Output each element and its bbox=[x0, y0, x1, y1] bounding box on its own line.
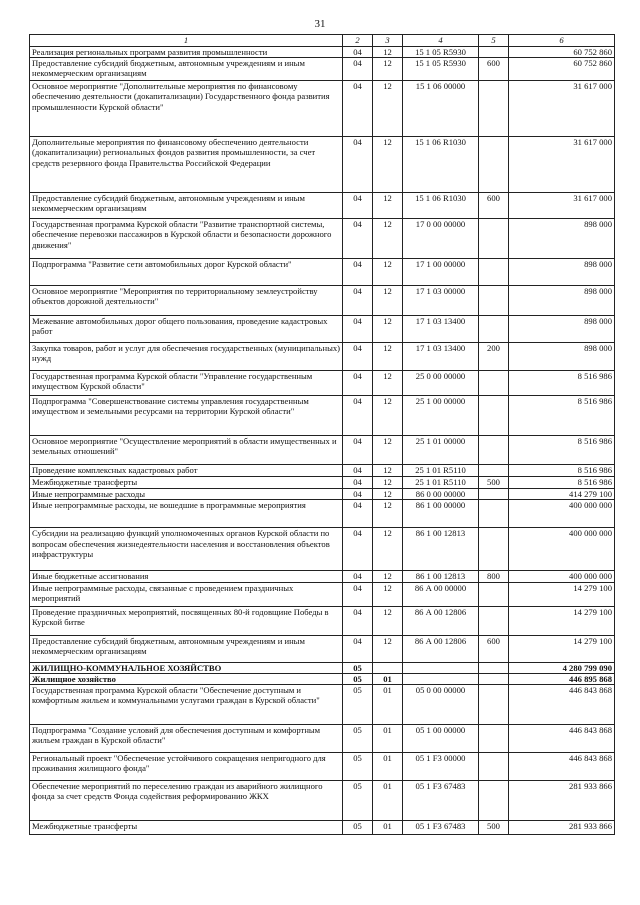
row-name-cell: ЖИЛИЩНО-КОММУНАЛЬНОЕ ХОЗЯЙСТВО bbox=[30, 662, 343, 673]
row-subsection-cell: 12 bbox=[373, 343, 403, 371]
row-target-article-cell: 05 0 00 00000 bbox=[403, 685, 479, 725]
table-row bbox=[30, 662, 615, 673]
table-row bbox=[30, 753, 615, 781]
row-expense-type-cell bbox=[479, 662, 509, 673]
row-amount-cell: 60 752 860 bbox=[509, 47, 615, 58]
row-subsection-cell: 12 bbox=[373, 396, 403, 436]
col-header-subsection: 3 bbox=[373, 35, 403, 47]
row-name-cell: Подпрограмма "Развитие сети автомобильных дорог Курской области" bbox=[30, 259, 343, 286]
row-expense-type-cell bbox=[479, 753, 509, 781]
col-header-amount: 6 bbox=[509, 35, 615, 47]
table-row bbox=[30, 725, 615, 753]
row-expense-type-cell bbox=[479, 286, 509, 316]
row-subsection-cell: 12 bbox=[373, 371, 403, 396]
row-subsection-cell: 12 bbox=[373, 47, 403, 58]
row-name-cell: Дополнительные мероприятия по финансовому обеспечению деятельности (докапитализации) региональных фондов развития промышленности, за счет средств резервного фонда Правительства Российской Федерации bbox=[30, 137, 343, 193]
row-amount-cell: 8 516 986 bbox=[509, 396, 615, 436]
row-target-article-cell: 25 1 00 00000 bbox=[403, 396, 479, 436]
row-expense-type-cell: 600 bbox=[479, 193, 509, 219]
row-name-cell: Межбюджетные трансферты bbox=[30, 477, 343, 489]
row-amount-cell: 898 000 bbox=[509, 286, 615, 316]
row-name-cell: Основное мероприятие "Мероприятия по территориальному землеустройству объектов дорожной деятельности" bbox=[30, 286, 343, 316]
row-amount-cell: 414 279 100 bbox=[509, 489, 615, 500]
row-amount-cell: 446 895 868 bbox=[509, 673, 615, 684]
table-row bbox=[30, 371, 615, 396]
table-row bbox=[30, 673, 615, 684]
row-subsection-cell: 12 bbox=[373, 500, 403, 528]
row-name-cell: Основное мероприятие "Дополнительные мероприятия по финансовому обеспечению деятельности (докапитализации) Государственного фонда развития промышленности Курской области" bbox=[30, 81, 343, 137]
page-number: 31 bbox=[314, 18, 326, 30]
row-subsection-cell: 12 bbox=[373, 259, 403, 286]
row-section-cell: 05 bbox=[343, 821, 373, 835]
table-row bbox=[30, 259, 615, 286]
row-expense-type-cell bbox=[479, 489, 509, 500]
row-section-cell: 05 bbox=[343, 673, 373, 684]
row-subsection-cell: 01 bbox=[373, 753, 403, 781]
row-target-article-cell: 15 1 06 R1030 bbox=[403, 193, 479, 219]
row-target-article-cell: 25 1 01 R5110 bbox=[403, 477, 479, 489]
row-name-cell: Предоставление субсидий бюджетным, автономным учреждениям и иным некоммерческим организациям bbox=[30, 635, 343, 662]
table-row bbox=[30, 286, 615, 316]
row-target-article-cell: 17 0 00 00000 bbox=[403, 219, 479, 259]
row-target-article-cell: 25 0 00 00000 bbox=[403, 371, 479, 396]
row-target-article-cell: 86 1 00 12813 bbox=[403, 571, 479, 582]
row-section-cell: 04 bbox=[343, 81, 373, 137]
row-subsection-cell: 12 bbox=[373, 193, 403, 219]
row-name-cell: Субсидии на реализацию функций уполномоченных органов Курской области по вопросам обеспечения жизнедеятельности населения и восстановления объектов инфраструктуры bbox=[30, 528, 343, 571]
row-amount-cell: 281 933 866 bbox=[509, 821, 615, 835]
row-amount-cell: 446 843 868 bbox=[509, 725, 615, 753]
row-name-cell: Подпрограмма "Совершенствование системы управления государственным имуществом и земельными ресурсами на территории Курской области" bbox=[30, 396, 343, 436]
row-amount-cell: 4 280 799 090 bbox=[509, 662, 615, 673]
row-target-article-cell: 17 1 03 00000 bbox=[403, 286, 479, 316]
row-subsection-cell: 12 bbox=[373, 465, 403, 477]
row-amount-cell: 281 933 866 bbox=[509, 781, 615, 821]
row-expense-type-cell: 600 bbox=[479, 58, 509, 81]
row-expense-type-cell: 200 bbox=[479, 343, 509, 371]
row-expense-type-cell: 600 bbox=[479, 635, 509, 662]
table-row bbox=[30, 343, 615, 371]
row-name-cell: Предоставление субсидий бюджетным, автономным учреждениям и иным некоммерческим организациям bbox=[30, 58, 343, 81]
row-section-cell: 04 bbox=[343, 436, 373, 465]
row-subsection-cell: 12 bbox=[373, 571, 403, 582]
row-target-article-cell: 17 1 03 13400 bbox=[403, 316, 479, 343]
table-row bbox=[30, 500, 615, 528]
row-section-cell: 04 bbox=[343, 219, 373, 259]
row-amount-cell: 898 000 bbox=[509, 259, 615, 286]
row-target-article-cell: 86 А 00 12806 bbox=[403, 606, 479, 635]
row-section-cell: 04 bbox=[343, 528, 373, 571]
row-subsection-cell: 01 bbox=[373, 781, 403, 821]
row-expense-type-cell bbox=[479, 316, 509, 343]
row-name-cell: Реализация региональных программ развития промышленности bbox=[30, 47, 343, 58]
row-name-cell: Межбюджетные трансферты bbox=[30, 821, 343, 835]
row-target-article-cell: 15 1 05 R5930 bbox=[403, 47, 479, 58]
row-expense-type-cell bbox=[479, 781, 509, 821]
table-row bbox=[30, 528, 615, 571]
row-name-cell: Иные непрограммные расходы bbox=[30, 489, 343, 500]
row-subsection-cell: 12 bbox=[373, 219, 403, 259]
row-target-article-cell bbox=[403, 662, 479, 673]
row-name-cell: Межевание автомобильных дорог общего пользования, проведение кадастровых работ bbox=[30, 316, 343, 343]
table-row bbox=[30, 316, 615, 343]
row-name-cell: Проведение праздничных мероприятий, посвященных 80-й годовщине Победы в Курской битве bbox=[30, 606, 343, 635]
col-header-section: 2 bbox=[343, 35, 373, 47]
row-target-article-cell: 17 1 03 13400 bbox=[403, 343, 479, 371]
row-expense-type-cell bbox=[479, 47, 509, 58]
table-row bbox=[30, 436, 615, 465]
row-expense-type-cell bbox=[479, 528, 509, 571]
row-name-cell: Предоставление субсидий бюджетным, автономным учреждениям и иным некоммерческим организациям bbox=[30, 193, 343, 219]
row-expense-type-cell bbox=[479, 436, 509, 465]
row-amount-cell: 446 843 868 bbox=[509, 685, 615, 725]
row-section-cell: 05 bbox=[343, 725, 373, 753]
row-amount-cell: 8 516 986 bbox=[509, 436, 615, 465]
row-expense-type-cell bbox=[479, 396, 509, 436]
row-subsection-cell: 12 bbox=[373, 477, 403, 489]
row-section-cell: 05 bbox=[343, 662, 373, 673]
budget-table bbox=[29, 34, 615, 835]
row-section-cell: 04 bbox=[343, 477, 373, 489]
row-target-article-cell: 86 1 00 12813 bbox=[403, 528, 479, 571]
row-section-cell: 04 bbox=[343, 582, 373, 606]
row-section-cell: 04 bbox=[343, 58, 373, 81]
row-target-article-cell: 86 А 00 12806 bbox=[403, 635, 479, 662]
table-row bbox=[30, 781, 615, 821]
table-row bbox=[30, 582, 615, 606]
row-target-article-cell: 17 1 00 00000 bbox=[403, 259, 479, 286]
row-expense-type-cell bbox=[479, 259, 509, 286]
row-target-article-cell: 05 1 F3 67483 bbox=[403, 821, 479, 835]
row-amount-cell: 898 000 bbox=[509, 316, 615, 343]
row-target-article-cell: 15 1 06 00000 bbox=[403, 81, 479, 137]
row-amount-cell: 446 843 868 bbox=[509, 753, 615, 781]
row-subsection-cell: 12 bbox=[373, 316, 403, 343]
row-target-article-cell: 15 1 06 R1030 bbox=[403, 137, 479, 193]
row-amount-cell: 14 279 100 bbox=[509, 582, 615, 606]
row-section-cell: 05 bbox=[343, 781, 373, 821]
row-expense-type-cell bbox=[479, 582, 509, 606]
row-expense-type-cell: 500 bbox=[479, 477, 509, 489]
row-section-cell: 04 bbox=[343, 465, 373, 477]
row-subsection-cell: 01 bbox=[373, 673, 403, 684]
table-row bbox=[30, 137, 615, 193]
row-target-article-cell: 05 1 00 00000 bbox=[403, 725, 479, 753]
table-row bbox=[30, 465, 615, 477]
row-section-cell: 04 bbox=[343, 371, 373, 396]
row-amount-cell: 898 000 bbox=[509, 219, 615, 259]
row-section-cell: 04 bbox=[343, 286, 373, 316]
row-amount-cell: 898 000 bbox=[509, 343, 615, 371]
row-expense-type-cell bbox=[479, 685, 509, 725]
row-target-article-cell: 05 1 F3 67483 bbox=[403, 781, 479, 821]
row-section-cell: 04 bbox=[343, 571, 373, 582]
table-row bbox=[30, 193, 615, 219]
row-subsection-cell: 12 bbox=[373, 489, 403, 500]
row-name-cell: Государственная программа Курской области "Развитие транспортной системы, обеспечение перевозки пассажиров в Курской области и безопасности дорожного движения" bbox=[30, 219, 343, 259]
row-subsection-cell: 01 bbox=[373, 821, 403, 835]
row-name-cell: Основное мероприятие "Осуществление мероприятий в области имущественных и земельных отношений" bbox=[30, 436, 343, 465]
row-name-cell: Региональный проект "Обеспечение устойчивого сокращения непригодного для проживания жилищного фонда" bbox=[30, 753, 343, 781]
row-name-cell: Проведение комплексных кадастровых работ bbox=[30, 465, 343, 477]
table-header-row bbox=[30, 35, 615, 47]
row-subsection-cell: 12 bbox=[373, 528, 403, 571]
row-amount-cell: 14 279 100 bbox=[509, 635, 615, 662]
row-section-cell: 04 bbox=[343, 193, 373, 219]
row-target-article-cell: 25 1 01 00000 bbox=[403, 436, 479, 465]
row-expense-type-cell: 800 bbox=[479, 571, 509, 582]
row-subsection-cell: 12 bbox=[373, 137, 403, 193]
table-row bbox=[30, 685, 615, 725]
table-row bbox=[30, 489, 615, 500]
table-row bbox=[30, 477, 615, 489]
row-expense-type-cell: 500 bbox=[479, 821, 509, 835]
row-section-cell: 04 bbox=[343, 635, 373, 662]
row-name-cell: Иные бюджетные ассигнования bbox=[30, 571, 343, 582]
row-amount-cell: 400 000 000 bbox=[509, 500, 615, 528]
row-amount-cell: 60 752 860 bbox=[509, 58, 615, 81]
row-subsection-cell: 12 bbox=[373, 606, 403, 635]
row-subsection-cell: 01 bbox=[373, 685, 403, 725]
row-section-cell: 04 bbox=[343, 343, 373, 371]
row-amount-cell: 31 617 000 bbox=[509, 81, 615, 137]
row-section-cell: 04 bbox=[343, 137, 373, 193]
row-amount-cell: 8 516 986 bbox=[509, 465, 615, 477]
row-expense-type-cell bbox=[479, 81, 509, 137]
row-expense-type-cell bbox=[479, 725, 509, 753]
row-subsection-cell: 12 bbox=[373, 81, 403, 137]
row-expense-type-cell bbox=[479, 137, 509, 193]
row-amount-cell: 8 516 986 bbox=[509, 477, 615, 489]
row-target-article-cell: 05 1 F3 00000 bbox=[403, 753, 479, 781]
table-row bbox=[30, 58, 615, 81]
row-subsection-cell: 12 bbox=[373, 635, 403, 662]
row-subsection-cell: 12 bbox=[373, 286, 403, 316]
table-row bbox=[30, 606, 615, 635]
row-name-cell: Закупка товаров, работ и услуг для обеспечения государственных (муниципальных) нужд bbox=[30, 343, 343, 371]
row-name-cell: Государственная программа Курской области "Обеспечение доступным и комфортным жильем и коммунальными услугами граждан в Курской области" bbox=[30, 685, 343, 725]
row-target-article-cell: 86 0 00 00000 bbox=[403, 489, 479, 500]
row-expense-type-cell bbox=[479, 673, 509, 684]
row-section-cell: 04 bbox=[343, 316, 373, 343]
row-amount-cell: 14 279 100 bbox=[509, 606, 615, 635]
row-amount-cell: 8 516 986 bbox=[509, 371, 615, 396]
row-expense-type-cell bbox=[479, 465, 509, 477]
row-amount-cell: 31 617 000 bbox=[509, 137, 615, 193]
row-name-cell: Иные непрограммные расходы, связанные с проведением праздничных мероприятий bbox=[30, 582, 343, 606]
table-row bbox=[30, 821, 615, 835]
row-section-cell: 04 bbox=[343, 606, 373, 635]
row-name-cell: Подпрограмма "Создание условий для обеспечения доступным и комфортным жильем граждан в Курской области" bbox=[30, 725, 343, 753]
row-section-cell: 05 bbox=[343, 753, 373, 781]
table-row bbox=[30, 219, 615, 259]
col-header-target-article: 4 bbox=[403, 35, 479, 47]
row-expense-type-cell bbox=[479, 500, 509, 528]
col-header-expense-type: 5 bbox=[479, 35, 509, 47]
row-target-article-cell: 86 1 00 00000 bbox=[403, 500, 479, 528]
col-header-name: 1 bbox=[30, 35, 343, 47]
row-subsection-cell: 01 bbox=[373, 725, 403, 753]
row-target-article-cell bbox=[403, 673, 479, 684]
table-row bbox=[30, 396, 615, 436]
row-amount-cell: 400 000 000 bbox=[509, 571, 615, 582]
row-section-cell: 04 bbox=[343, 500, 373, 528]
row-section-cell: 05 bbox=[343, 685, 373, 725]
row-section-cell: 04 bbox=[343, 489, 373, 500]
row-section-cell: 04 bbox=[343, 396, 373, 436]
row-section-cell: 04 bbox=[343, 259, 373, 286]
row-subsection-cell: 12 bbox=[373, 58, 403, 81]
row-name-cell: Жилищное хозяйство bbox=[30, 673, 343, 684]
row-expense-type-cell bbox=[479, 371, 509, 396]
table-row bbox=[30, 47, 615, 58]
row-subsection-cell: 12 bbox=[373, 582, 403, 606]
row-name-cell: Обеспечение мероприятий по переселению граждан из аварийного жилищного фонда за счет средств Фонда содействия реформированию ЖКХ bbox=[30, 781, 343, 821]
row-section-cell: 04 bbox=[343, 47, 373, 58]
row-name-cell: Государственная программа Курской области "Управление государственным имуществом Курской области" bbox=[30, 371, 343, 396]
row-target-article-cell: 25 1 01 R5110 bbox=[403, 465, 479, 477]
row-expense-type-cell bbox=[479, 219, 509, 259]
table-row bbox=[30, 571, 615, 582]
row-subsection-cell: 12 bbox=[373, 436, 403, 465]
row-subsection-cell bbox=[373, 662, 403, 673]
row-expense-type-cell bbox=[479, 606, 509, 635]
row-amount-cell: 31 617 000 bbox=[509, 193, 615, 219]
table-row bbox=[30, 635, 615, 662]
row-target-article-cell: 86 А 00 00000 bbox=[403, 582, 479, 606]
row-amount-cell: 400 000 000 bbox=[509, 528, 615, 571]
row-name-cell: Иные непрограммные расходы, не вошедшие в программные мероприятия bbox=[30, 500, 343, 528]
row-target-article-cell: 15 1 05 R5930 bbox=[403, 58, 479, 81]
table-row bbox=[30, 81, 615, 137]
